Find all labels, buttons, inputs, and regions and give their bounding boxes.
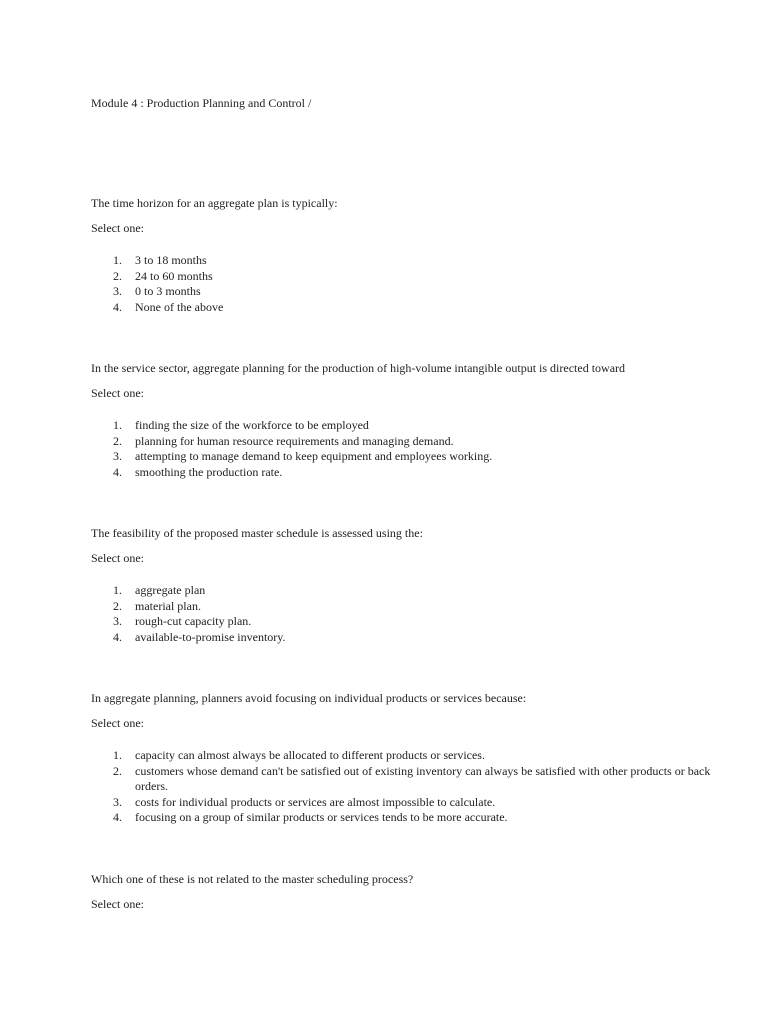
question-text: The time horizon for an aggregate plan is typically: bbox=[91, 196, 338, 210]
select-one-label: Select one: bbox=[91, 897, 144, 911]
option-text: 24 to 60 months bbox=[135, 268, 213, 283]
option-number: 4. bbox=[113, 464, 122, 479]
option-text: available-to-promise inventory. bbox=[135, 629, 286, 644]
option-item[interactable] bbox=[91, 614, 735, 630]
option-number: 3. bbox=[113, 794, 122, 809]
option-item[interactable] bbox=[91, 269, 735, 285]
option-text: attempting to manage demand to keep equipment and employees working. bbox=[135, 449, 493, 464]
option-item[interactable] bbox=[91, 449, 735, 465]
option-list bbox=[91, 418, 751, 480]
question-3 bbox=[91, 525, 751, 645]
select-one-label: Select one: bbox=[91, 551, 144, 565]
select-one-label: Select one: bbox=[91, 386, 144, 400]
select-one-label: Select one: bbox=[91, 716, 144, 730]
option-item[interactable] bbox=[91, 599, 735, 615]
option-text: capacity can almost always be allocated to different products or services. bbox=[135, 748, 485, 762]
option-number: 4. bbox=[113, 299, 122, 314]
option-item[interactable] bbox=[91, 764, 735, 795]
option-item[interactable] bbox=[91, 253, 735, 269]
option-item[interactable] bbox=[91, 434, 735, 450]
option-list bbox=[91, 583, 751, 645]
option-number: 1. bbox=[113, 748, 122, 762]
question-text: The feasibility of the proposed master schedule is assessed using the: bbox=[91, 526, 423, 540]
option-text: smoothing the production rate. bbox=[135, 464, 283, 479]
option-item[interactable] bbox=[91, 810, 735, 826]
option-item[interactable] bbox=[91, 300, 735, 316]
option-number: 4. bbox=[113, 629, 122, 644]
option-text: aggregate plan bbox=[135, 583, 206, 597]
option-text: rough-cut capacity plan. bbox=[135, 614, 252, 629]
question-1 bbox=[91, 195, 751, 315]
option-item[interactable] bbox=[91, 630, 735, 646]
option-item[interactable] bbox=[91, 465, 735, 481]
module-title: Module 4 : Production Planning and Control / bbox=[91, 96, 312, 110]
option-text: material plan. bbox=[135, 598, 201, 613]
select-one-label: Select one: bbox=[91, 221, 144, 235]
option-number: 2. bbox=[113, 268, 122, 283]
option-number: 1. bbox=[113, 418, 122, 432]
option-text: 3 to 18 months bbox=[135, 253, 207, 267]
question-5 bbox=[91, 871, 751, 912]
option-item[interactable] bbox=[91, 795, 735, 811]
option-list bbox=[91, 748, 751, 826]
option-number: 2. bbox=[113, 433, 122, 448]
option-text: customers whose demand can't be satisfied out of existing inventory can always be satisfied with other products or back orders. bbox=[135, 763, 711, 794]
option-text: costs for individual products or services are almost impossible to calculate. bbox=[135, 794, 496, 809]
option-number: 1. bbox=[113, 583, 122, 597]
option-item[interactable] bbox=[91, 748, 735, 764]
question-text: In aggregate planning, planners avoid focusing on individual products or services because: bbox=[91, 691, 527, 705]
option-text: focusing on a group of similar products or services tends to be more accurate. bbox=[135, 810, 508, 825]
option-text: planning for human resource requirements and managing demand. bbox=[135, 433, 454, 448]
question-text: Which one of these is not related to the master scheduling process? bbox=[91, 872, 414, 886]
option-number: 3. bbox=[113, 449, 122, 464]
question-text: In the service sector, aggregate planning for the production of high-volume intangible output is directed toward bbox=[91, 361, 626, 375]
option-number: 3. bbox=[113, 284, 122, 299]
option-text: None of the above bbox=[135, 299, 224, 314]
option-number: 3. bbox=[113, 614, 122, 629]
option-number: 4. bbox=[113, 810, 122, 825]
option-number: 1. bbox=[113, 253, 122, 267]
question-2 bbox=[91, 360, 751, 480]
option-text: 0 to 3 months bbox=[135, 284, 201, 299]
option-number: 2. bbox=[113, 598, 122, 613]
question-4 bbox=[91, 690, 751, 826]
option-text: finding the size of the workforce to be employed bbox=[135, 418, 369, 432]
option-item[interactable] bbox=[91, 284, 735, 300]
option-number: 2. bbox=[113, 763, 122, 778]
option-item[interactable] bbox=[91, 583, 735, 599]
option-item[interactable] bbox=[91, 418, 735, 434]
option-list bbox=[91, 253, 751, 315]
